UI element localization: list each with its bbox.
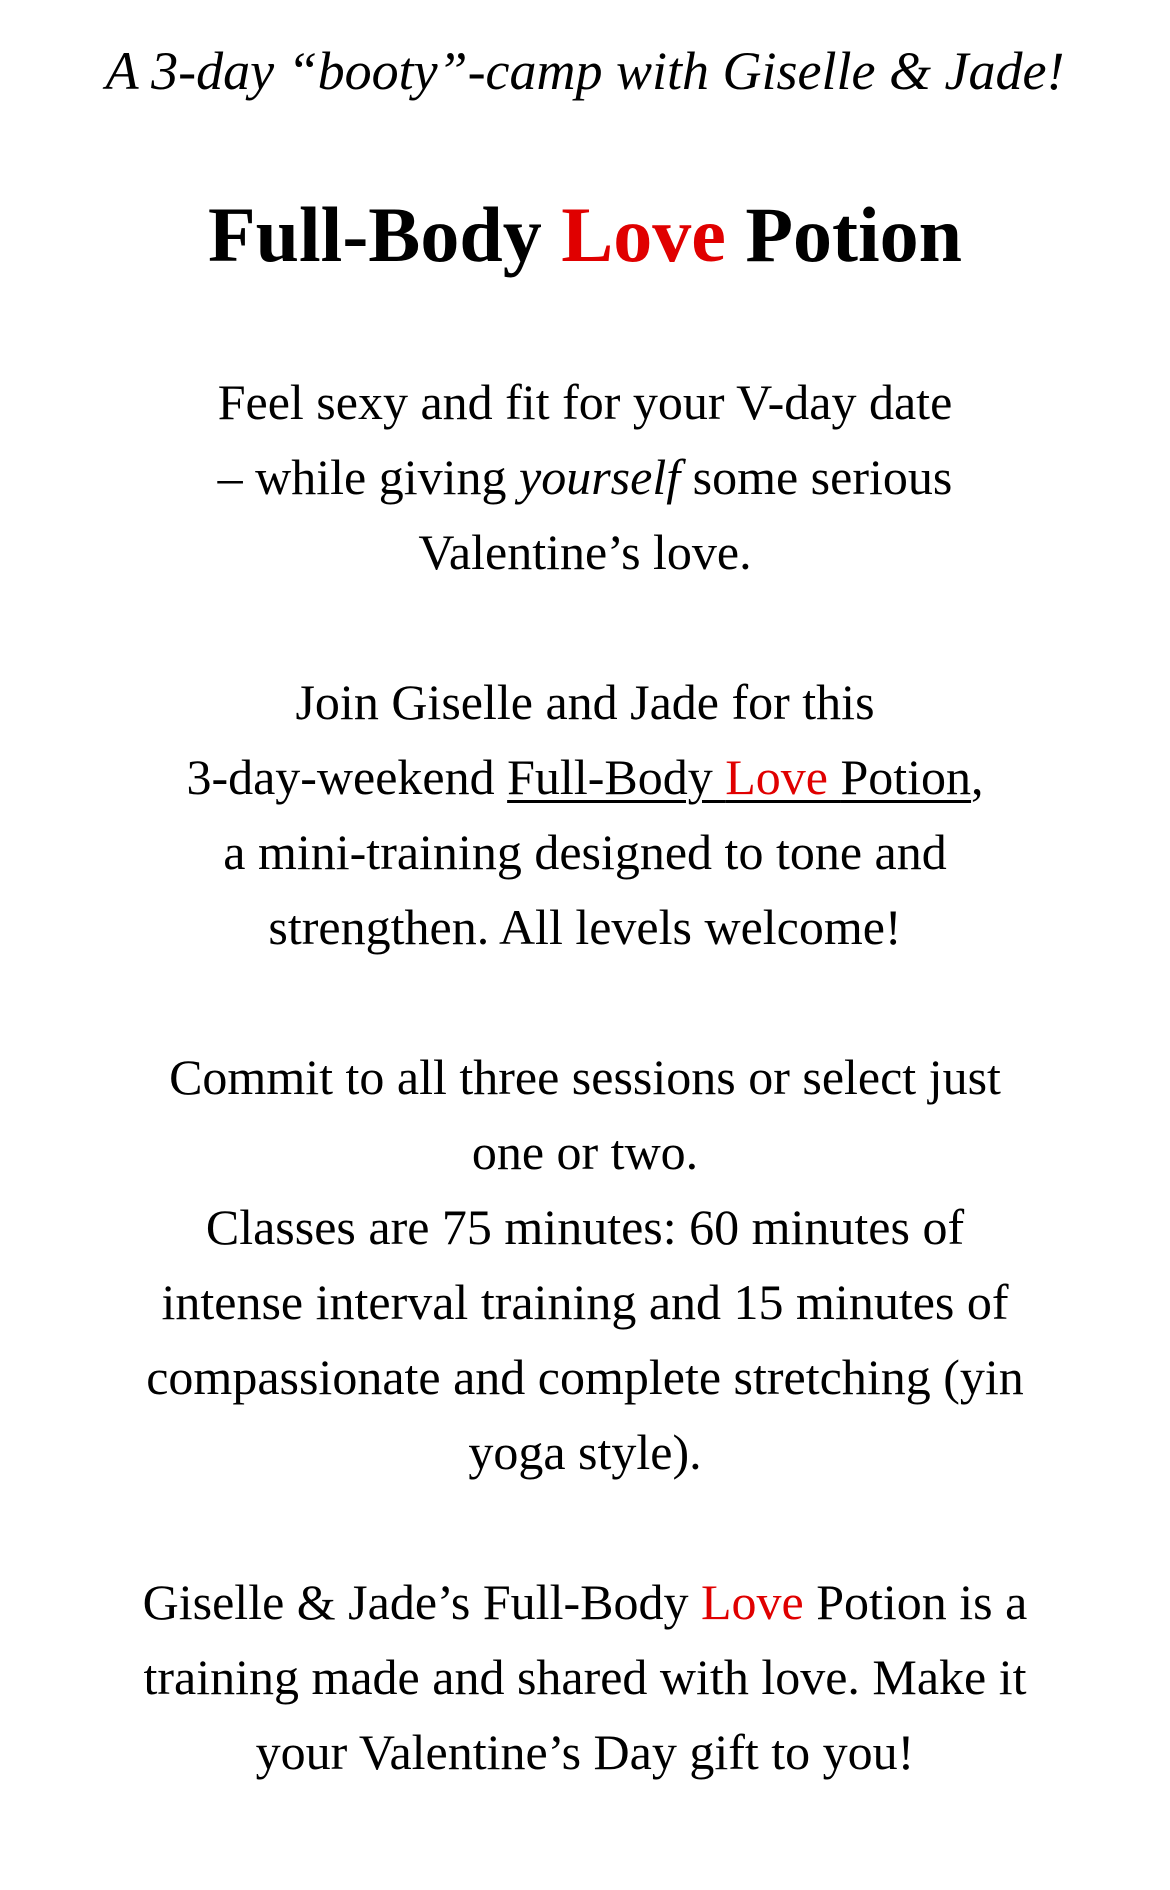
join-line: a mini-training designed to tone and [223,824,947,880]
closing-text: Potion is a [803,1574,1028,1630]
closing-text: Giselle & Jade’s Full-Body [142,1574,701,1630]
closing-line [0,1565,1170,1640]
title-part-love: Love [561,191,726,278]
details-paragraph [0,1040,1170,1490]
details-line: yoga style). [468,1424,702,1480]
details-line: Classes are 75 minutes: 60 minutes of [205,1199,965,1255]
intro-text: – while giving [217,449,520,505]
intro-emphasis: yourself [519,449,681,505]
join-text: , [971,749,984,805]
join-line [0,740,1170,815]
join-text: 3-day-weekend [186,749,508,805]
join-paragraph [0,665,1170,965]
program-name-full-body: Full-Body [507,749,726,805]
program-name-potion: Potion [840,749,972,805]
closing-paragraph [0,1565,1170,1790]
details-line: one or two. [471,1124,699,1180]
join-line: strengthen. All levels welcome! [268,899,902,955]
tagline: A 3-day “booty”-camp with Giselle & Jade! [105,41,1065,101]
title-part-potion: Potion [725,191,963,278]
intro-line: Valentine’s love. [418,524,752,580]
page-title [0,190,1170,280]
intro-line: Feel sexy and fit for your V-day date [217,374,953,430]
intro-line [0,440,1170,515]
closing-line: your Valentine’s Day gift to you! [255,1724,915,1780]
intro-text: some serious [680,449,953,505]
program-name-link [507,749,971,805]
closing-love: Love [700,1574,804,1630]
details-line: compassionate and complete stretching (yin [146,1349,1024,1405]
intro-paragraph [0,365,1170,590]
details-line: Commit to all three sessions or select just [169,1049,1001,1105]
title-part-full-body: Full-Body [207,191,562,278]
program-name-love: Love [725,749,841,805]
closing-line: training made and shared with love. Make it [143,1649,1027,1705]
join-line: Join Giselle and Jade for this [295,674,875,730]
details-line: intense interval training and 15 minutes of [161,1274,1009,1330]
